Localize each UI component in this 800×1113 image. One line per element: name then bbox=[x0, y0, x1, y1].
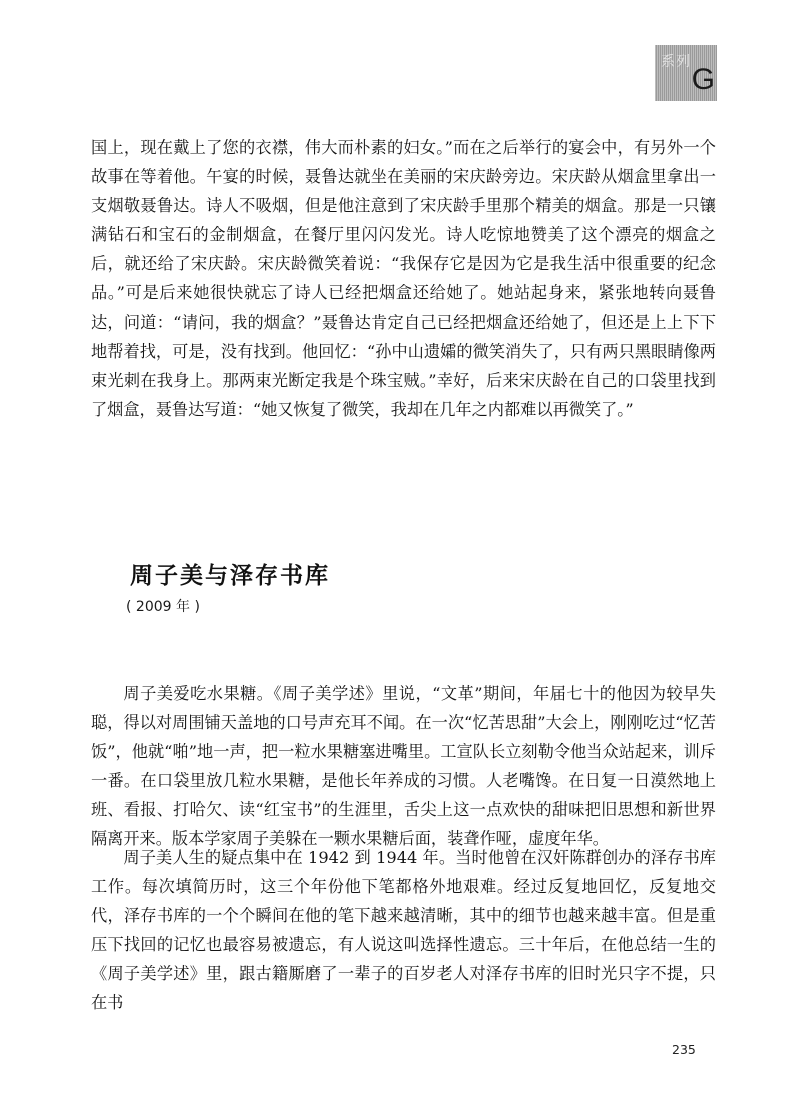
section-paragraph-2: 周子美人生的疑点集中在 1942 到 1944 年。当时他曾在汉奸陈群创办的泽存书库工作。每次填简历时，这三个年份他下笔都格外地艰难。经过反复地回忆，反复地交代，泽存书库的一个个瞬间在他的笔下越来越清晰，其中的细节也越来越丰富。但是重压下找回的记忆也最容易被遗忘，有人说这叫选择性遗忘。三十年后，在他总结一生的《周子美学述》里，跟古籍厮磨了一辈子的百岁老人对泽存书库的旧时光只字不提，只在书 bbox=[91, 848, 716, 1013]
page-number: 235 bbox=[672, 1042, 696, 1057]
chapter-tab bbox=[655, 45, 717, 101]
chapter-tab-letter: G bbox=[691, 63, 715, 96]
section-year: ( 2009 年 ) bbox=[126, 599, 200, 615]
section-paragraph-1: 周子美爱吃水果糖。《周子美学述》里说，“文革”期间，年届七十的他因为较早失聪，得以对周围铺天盖地的口号声充耳不闻。在一次“忆苦思甜”大会上，刚刚吃过“忆苦饭”，他就“啪”地一声，把一粒水果糖塞进嘴里。工宣队长立刻勒令他当众站起来，训斥一番。在口袋里放几粒水果糖，是他长年养成的习惯。人老嘴馋。在日复一日漠然地上班、看报、打哈欠、读“红宝书”的生涯里，舌尖上这一点欢快的甜味把旧思想和新世界隔离开来。版本学家周子美躲在一颗水果糖后面，装聋作哑，虚度年华。 bbox=[91, 684, 716, 849]
body-paragraph-1: 国上，现在戴上了您的衣襟，伟大而朴素的妇女。”而在之后举行的宴会中，有另外一个故事在等着他。午宴的时候，聂鲁达就坐在美丽的宋庆龄旁边。宋庆龄从烟盒里拿出一支烟敬聂鲁达。诗人不吸烟，但是他注意到了宋庆龄手里那个精美的烟盒。那是一只镶满钻石和宝石的金制烟盒，在餐厅里闪闪发光。诗人吃惊地赞美了这个漂亮的烟盒之后，就还给了宋庆龄。宋庆龄微笑着说：“我保存它是因为它是我生活中很重要的纪念品。”可是后来她很快就忘了诗人已经把烟盒还给她了。她站起身来，紧张地转向聂鲁达，问道：“请问，我的烟盒？”聂鲁达肯定自己已经把烟盒还给她了，但还是上上下下地帮着找，可是，没有找到。他回忆：“孙中山遗孀的微笑消失了，只有两只黑眼睛像两束光刺在我身上。那两束光断定我是个珠宝贼。”幸好，后来宋庆龄在自己的口袋里找到了烟盒，聂鲁达写道：“她又恢复了微笑，我却在几年之内都难以再微笑了。” bbox=[91, 138, 716, 419]
section-title: 周子美与泽存书库 bbox=[130, 562, 330, 589]
chapter-tab-glyph: 系列 bbox=[661, 54, 691, 70]
